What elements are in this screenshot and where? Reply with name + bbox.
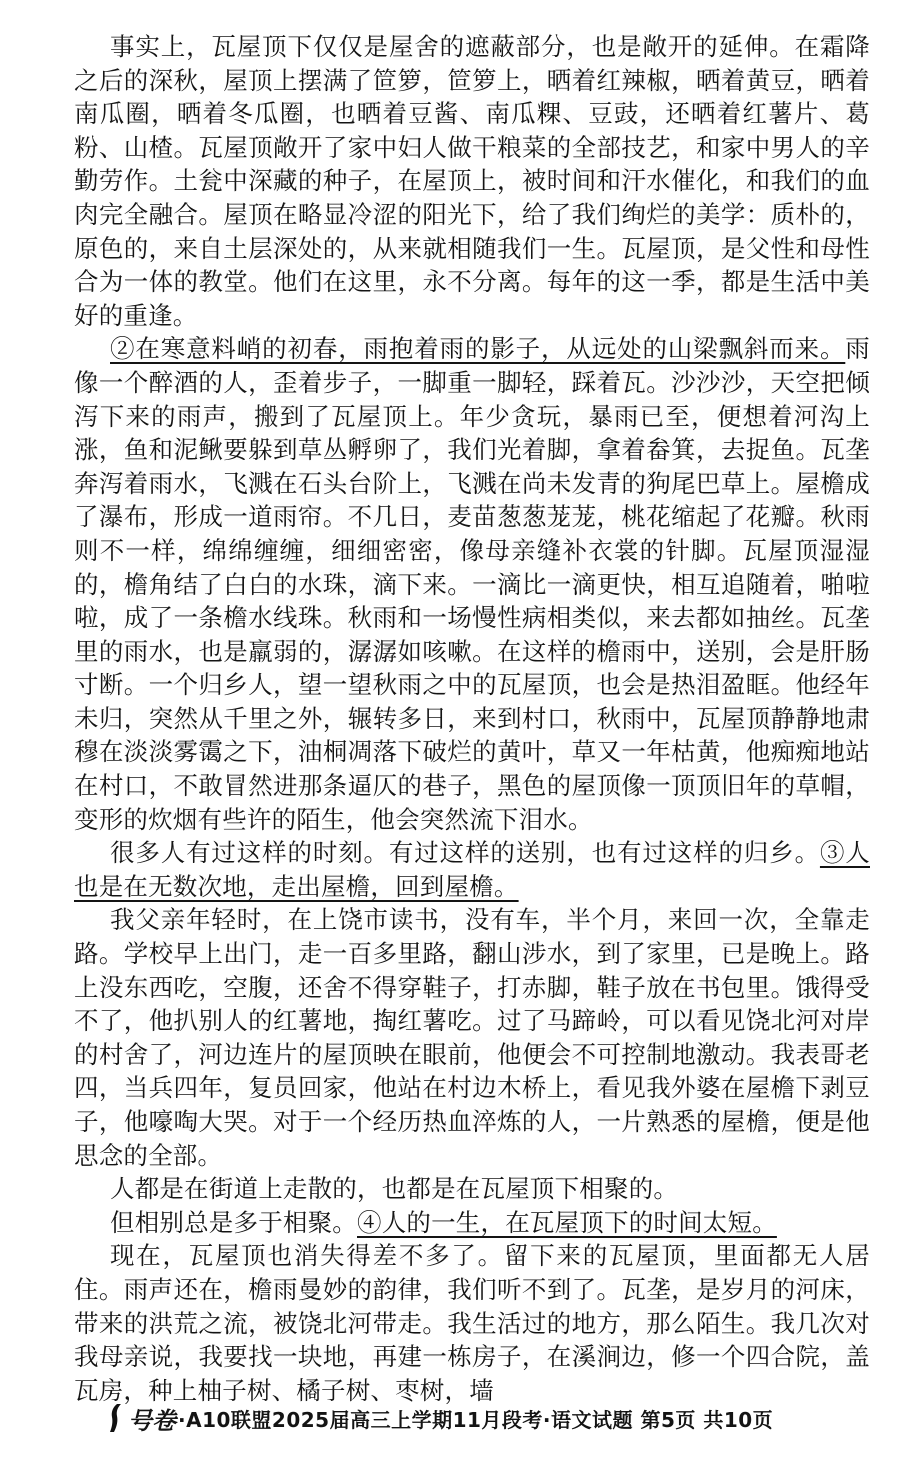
text-segment: 人都是在街道上走散的，也都是在瓦屋顶下相聚的。 xyxy=(110,1174,679,1204)
text-segment: 但相别总是多于相聚。 xyxy=(110,1207,357,1237)
text-segment: 很多人有过这样的时刻。有过这样的送别，也有过这样的归乡。 xyxy=(110,838,820,868)
paragraph xyxy=(74,1206,870,1240)
paragraph xyxy=(74,1239,870,1407)
footer-brand: 号卷 xyxy=(128,1405,176,1435)
text-segment: 事实上，瓦屋顶下仅仅是屋舍的遮蔽部分，也是敞开的延伸。在霜降之后的深秋，屋顶上摆满了笸箩，笸箩上，晒着红辣椒，晒着黄豆，晒着南瓜圈，晒着冬瓜圈，也晒着豆酱、南瓜粿、豆豉，还晒着红薯片、葛粉、山楂。瓦屋顶敞开了家中妇人做干粮菜的全部技艺，和家中男人的辛勤劳作。土瓮中深藏的种子，在屋顶上，被时间和汗水催化，和我们的血肉完全融合。屋顶在略显冷涩的阳光下，给了我们绚烂的美学：质朴的，原色的，来自土层深处的，从来就相随我们一生。瓦屋顶，是父性和母性合为一体的教堂。他们在这里，永不分离。每年的这一季，都是生活中美好的重逢。 xyxy=(74,32,870,330)
text-segment: 我父亲年轻时，在上饶市读书，没有车，半个月，来回一次，全靠走路。学校早上出门，走一百多里路，翻山涉水，到了家里，已是晚上。路上没东西吃，空腹，还舍不得穿鞋子，打赤脚，鞋子放在书包里。饿得受不了，他扒别人的红薯地，掏红薯吃。过了马蹄岭，可以看见饶北河对岸的村舍了，河边连片的屋顶映在眼前，他便会不可控制地激动。我表哥老四，当兵四年，复员回家，他站在村边木桥上，看见我外婆在屋檐下剥豆子，他嚎啕大哭。对于一个经历热血淬炼的人，一片熟悉的屋檐，便是他思念的全部。 xyxy=(74,905,870,1170)
page-footer xyxy=(108,1398,828,1438)
paragraph xyxy=(74,1172,870,1206)
underlined-sentence: ④人的一生，在瓦屋顶下的时间太短。 xyxy=(357,1207,777,1237)
paragraph xyxy=(74,332,870,836)
paragraph xyxy=(74,836,870,903)
brand-logo-icon xyxy=(108,1403,124,1433)
paragraph xyxy=(74,903,870,1172)
underlined-sentence: ②在寒意料峭的初春，雨抱着雨的影子，从远处的山梁飘斜而来。 xyxy=(110,334,846,364)
footer-page-info: ·A10联盟2025届高三上学期11月段考·语文试题 第5页 共10页 xyxy=(178,1407,774,1432)
paragraph xyxy=(74,30,870,332)
underlined-sentence: ③人也是在无数次地，走出屋檐，回到屋檐。 xyxy=(74,838,870,901)
text-segment: 雨像一个醉酒的人，歪着步子，一脚重一脚轻，踩着瓦。沙沙沙，天空把倾泻下来的雨声，搬到了瓦屋顶上。年少贪玩，暴雨已至，便想着河沟上涨，鱼和泥鳅要躲到草丛孵卵了，我们光着脚，拿着畚箕，去捉鱼。瓦垄奔泻着雨水，飞溅在石头台阶上，飞溅在尚未发青的狗尾巴草上。屋檐成了瀑布，形成一道雨帘。不几日，麦苗葱葱茏茏，桃花缩起了花瓣。秋雨则不一样，绵绵缠缠，细细密密，像母亲缝补衣裳的针脚。瓦屋顶湿湿的，檐角结了白白的水珠，滴下来。一滴比一滴更快，相互追随着，啪啦啦，成了一条檐水线珠。秋雨和一场慢性病相类似，来去都如抽丝。瓦垄里的雨水，也是羸弱的，潺潺如咳嗽。在这样的檐雨中，送别，会是肝肠寸断。一个归乡人，望一望秋雨之中的瓦屋顶，也会是热泪盈眶。他经年未归，突然从千里之外，辗转多日，来到村口，秋雨中，瓦屋顶静静地肃穆在淡淡雾霭之下，油桐凋落下破烂的黄叶，草又一年枯黄，他痴痴地站在村口，不敢冒然进那条逼仄的巷子，黑色的屋顶像一顶顶旧年的草帽，变形的炊烟有些许的陌生，他会突然流下泪水。 xyxy=(74,334,870,834)
text-segment: 现在，瓦屋顶也消失得差不多了。留下来的瓦屋顶，里面都无人居住。雨声还在，檐雨曼妙的韵律，我们听不到了。瓦垄，是岁月的河床，带来的洪荒之流，被饶北河带走。我生活过的地方，那么陌生。我几次对我母亲说，我要找一块地，再建一栋房子，在溪涧边，修一个四合院，盖瓦房，种上柚子树、橘子树、枣树，墙 xyxy=(74,1241,870,1405)
document-body xyxy=(74,30,870,1407)
